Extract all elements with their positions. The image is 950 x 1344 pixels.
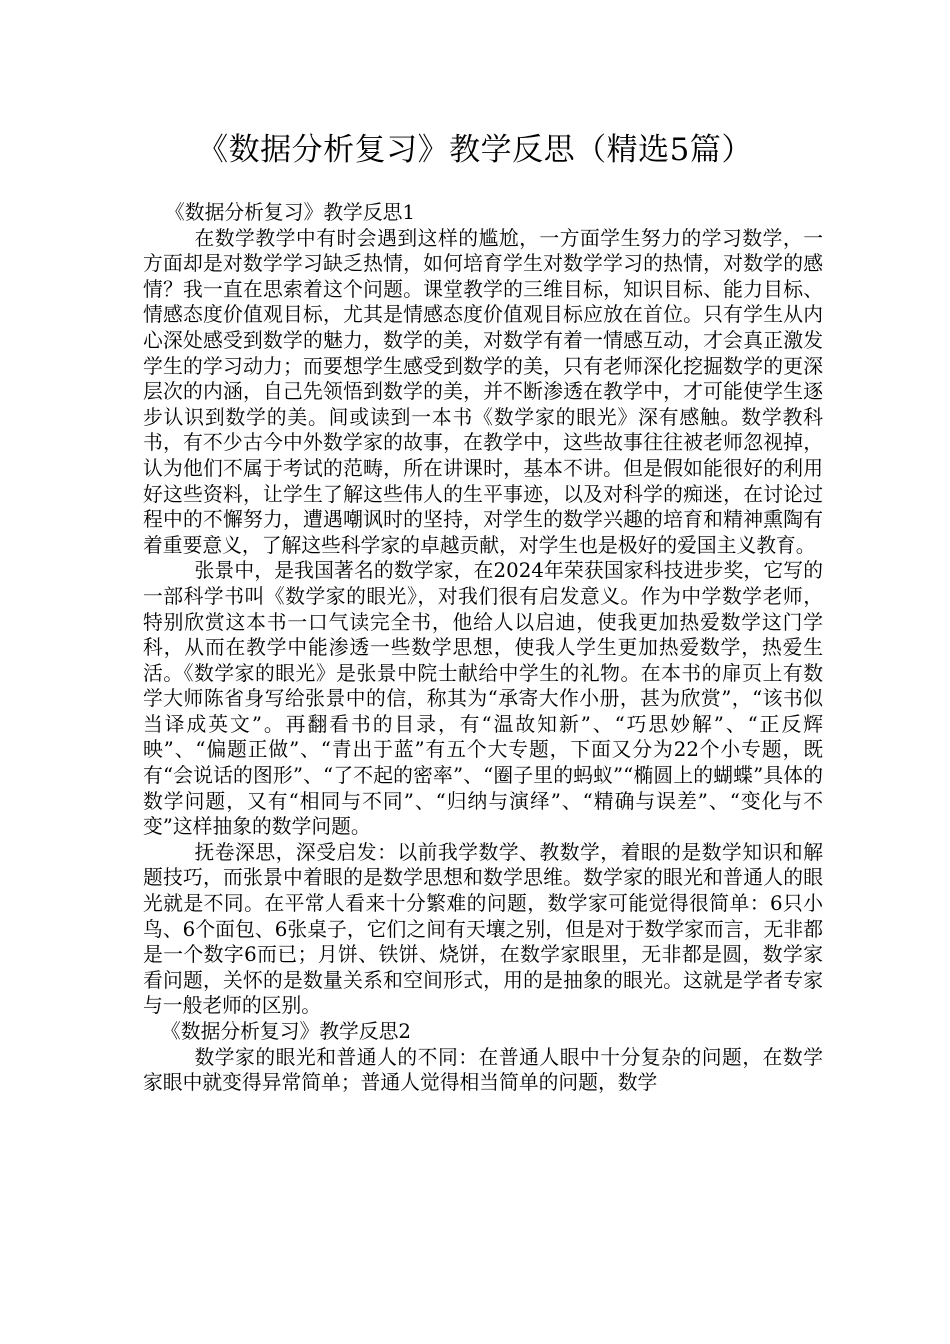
section-2: [143, 1019, 823, 1096]
section-heading: 《数据分析复习》教学反思2: [161, 1020, 411, 1043]
paragraph: 在数学教学中有时会遇到这样的尴尬，一方面学生努力的学习数学，一方面却是对数学学习缺乏热情，如何培育学生对数学学习的热情，对数学的感情？我一直在思索着这个问题。课堂教学的三维目标，知识目标、能力目标、情感态度价值观目标，尤其是情感态度价值观目标应放在首位。只有学生从内心深处感受到数学的魅力，数学的美，对数学有着一情感互动，才会真正激发学生的学习动力；而要想学生感受到数学的美，只有老师深化挖掘数学的更深层次的内涵，自己先领悟到数学的美，并不断渗透在教学中，才可能使学生逐步认识到数学的美。间或读到一本书《数学家的眼光》深有感触。数学教科书，有不少古今中外数学家的故事，在教学中，这些故事往往被老师忽视掉，认为他们不属于考试的范畴，所在讲课时，基本不讲。但是假如能很好的利用好这些资料，让学生了解这些伟人的生平事迹，以及对科学的痴迷，在讨论过程中的不懈努力，遭遇嘲讽时的坚持，对学生的数学兴趣的培育和精神熏陶有着重要意义，了解这些科学家的卓越贡献，对学生也是极好的爱国主义教育。: [143, 226, 823, 557]
section-1: [143, 200, 823, 1019]
paragraph: 张景中，是我国著名的数学家，在2024年荣获国家科技进步奖，它写的一部科学书叫《数学家的眼光》，对我们很有启发意义。作为中学数学老师，特别欣赏这本书一口气读完全书，他给人以启迪，使我更加热爱数学这门学科，从而在教学中能渗透一些数学思想，使我人学生更加热爱数学，热爱生活。《数学家的眼光》是张景中院士献给中学生的礼物。在本书的扉页上有数学大师陈省身写给张景中的信，称其为“承寄大作小册，甚为欣赏”，“该书似当译成英文”。再翻看书的目录，有“温故知新”、“巧思妙解”、“正反辉映”、“偏题正做”、“青出于蓝”有五个大专题，下面又分为22个小专题，既有“会说话的图形”、“了不起的密率”、“圈子里的蚂蚁”“椭圆上的蝴蝶”具体的数学问题，又有“相同与不同”、“归纳与演绎”、“精确与误差”、“变化与不变”这样抽象的数学问题。: [143, 559, 823, 839]
document-body: [143, 200, 823, 1096]
paragraph: 数学家的眼光和普通人的不同：在普通人眼中十分复杂的问题，在数学家眼中就变得异常简单；普通人觉得相当简单的问题，数学: [143, 1045, 823, 1095]
paragraph: 抚卷深思，深受启发：以前我学数学、教数学，着眼的是数学知识和解题技巧，而张景中着眼的是数学思想和数学思维。数学家的眼光和普通人的眼光就是不同。在平常人看来十分繁难的问题，数学家可能觉得很简单：6只小鸟、6个面包、6张桌子，它们之间有天壤之别，但是对于数学家而言，无非都是一个数字6而已；月饼、铁饼、烧饼，在数学家眼里，无非都是圆，数学家看问题，关怀的是数量关系和空间形式，用的是抽象的眼光。这就是学者专家与一般老师的区别。: [143, 840, 823, 1018]
document-title: 《数据分析复习》教学反思（精选5篇）: [197, 132, 753, 168]
section-heading: 《数据分析复习》教学反思1: [165, 201, 415, 224]
